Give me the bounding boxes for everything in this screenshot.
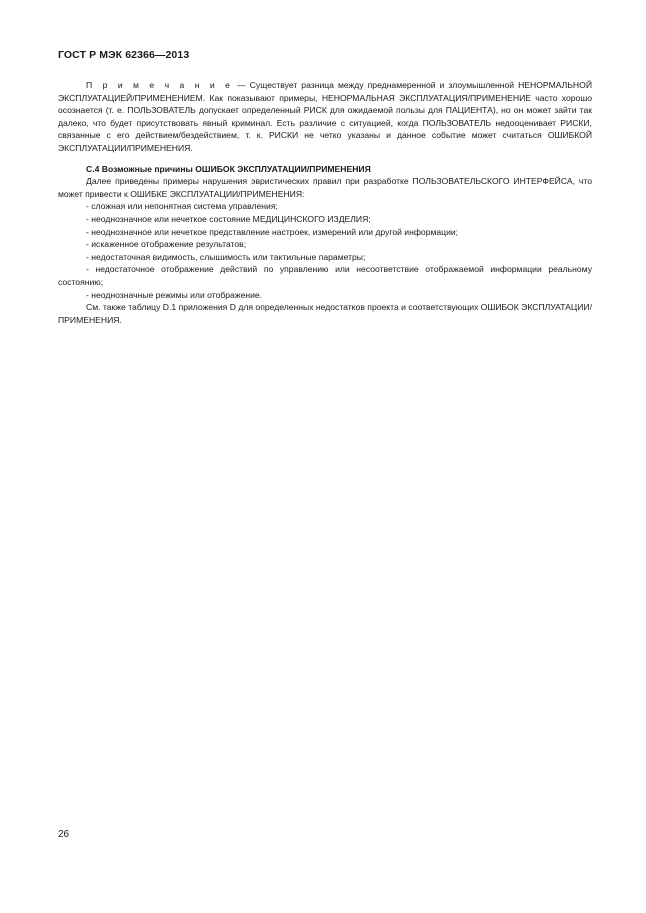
note-paragraph [58, 79, 592, 155]
list-item: - недостаточное отображение действий по управлению или несоответствие отображаемой информации реальному состоянию; [58, 264, 592, 287]
list-item: - искаженное отображение результатов; [86, 239, 247, 250]
causes-list [58, 200, 592, 301]
note-label: П р и м е ч а н и е [86, 80, 234, 90]
list-item: - неоднозначные режимы или отображение. [86, 289, 263, 300]
list-item: - недостаточная видимость, слышимость или тактильные параметры; [86, 251, 366, 262]
note-text: — Существует разница между преднамеренной и злоумышленной НЕНОРМАЛЬНОЙ ЭКСПЛУАТАЦИЕЙ/ПРИМЕНЕНИЕМ. Как показывают примеры, НЕНОРМАЛЬНАЯ ЭКСПЛУАТАЦИЯ/ПРИМЕНЕНИЕ часто хорошо осознается (т. е. ПОЛЬЗОВАТЕЛЬ допускает определенный РИСК для ожидаемой пользы для ПАЦИЕНТА), но он может зайти так далеко, что будет присутствовать явный криминал. Есть различие с ситуацией, когда ПОЛЬЗОВАТЕЛЬ недооценивает РИСКИ, связанные с его действием/бездействием, т. к. РИСКИ не четко указаны и данное событие может считаться ОШИБКОЙ ЭКСПЛУАТАЦИИ/ПРИМЕНЕНИЯ. [58, 80, 592, 153]
section-intro: Далее приведены примеры нарушения эвристических правил при разработке ПОЛЬЗОВАТЕЛЬСКОГО ИНТЕРФЕЙСА, что может привести к ОШИБКЕ ЭКСПЛУАТАЦИИ/ПРИМЕНЕНИЯ: [58, 176, 592, 199]
list-item: - сложная или непонятная система управления; [86, 201, 278, 212]
list-item: - неоднозначное или нечеткое представление настроек, измерений или другой информации; [86, 226, 459, 237]
section-heading: С.4 Возможные причины ОШИБОК ЭКСПЛУАТАЦИИ/ПРИМЕНЕНИЯ [86, 163, 371, 174]
list-item: - неоднозначное или нечеткое состояние МЕДИЦИНСКОГО ИЗДЕЛИЯ; [86, 213, 371, 224]
see-also-paragraph: См. также таблицу D.1 приложения D для определенных недостатков проекта и соответствующих ОШИБОК ЭКСПЛУАТАЦИИ/ПРИМЕНЕНИЯ. [58, 302, 592, 325]
document-header: ГОСТ Р МЭК 62366—2013 [58, 49, 190, 61]
document-body [58, 79, 592, 326]
page-number: 26 [58, 829, 70, 840]
